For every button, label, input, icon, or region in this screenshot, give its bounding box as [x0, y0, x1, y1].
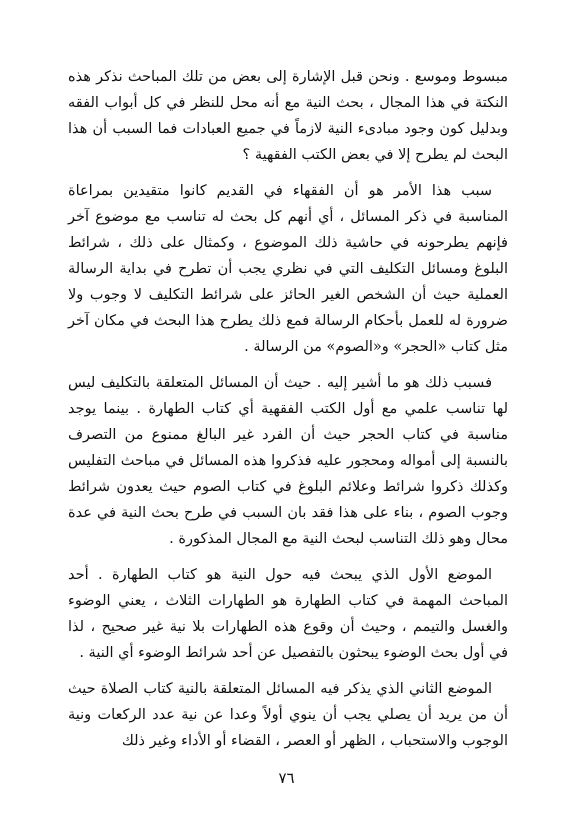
paragraph-3: فسبب ذلك هو ما أشير إليه . حيث أن المسائل المتعلقة بالتكليف ليس لها تناسب علمي مع أول الكتب الفقهية أي كتاب الطهارة . بينما يوجد مناسبة في كتاب الحجر حيث أن الفرد غير البالغ ممنوع من التصرف بالنسبة إلى أمواله ومحجور عليه فذكروا هذه المسائل في مباحث التفليس وكذلك ذكروا شرائط وعلائم البلوغ في كتاب الصوم حيث يعدون شرائط وجوب الصوم ، بناء على هذا فقد بان السبب في طرح بحث النية في عدة محال وهو ذلك التناسب لبحث النية مع المجال المذكورة . [68, 375, 508, 547]
body-text [68, 64, 508, 764]
paragraph-4: الموضع الأول الذي يبحث فيه حول النية هو كتاب الطهارة . أحد المباحث المهمة في كتاب الطهارة هو الطهارات الثلاث ، يعني الوضوء والغسل والتيمم ، وحيث أن وقوع هذه الطهارات بلا نية غير صحيح ، لذا في أول بحث الوضوء يبحثون بالتفصيل عن أحد شرائط الوضوء أي النية . [68, 567, 508, 661]
paragraph-5: الموضع الثاني الذي يذكر فيه المسائل المتعلقة بالنية كتاب الصلاة حيث أن من يريد أن يصلي يجب أن ينوي أولاً وعدا عن نية عدد الركعات ونية الوجوب والاستحباب ، الظهر أو العصر ، القضاء أو الأداء وغير ذلك [68, 681, 508, 749]
paragraph-1: مبسوط وموسع . ونحن قبل الإشارة إلى بعض من تلك المباحث نذكر هذه النكتة في هذا المجال ، بحث النية مع أنه محل للنظر في كل أبواب الفقه وبدليل كون وجود مبادىء النية لازماً في جميع العبادات فما السبب أن هذا البحث لم يطرح إلا في بعض الكتب الفقهية ؟ [68, 69, 508, 163]
page-number: ٧٦ [278, 769, 295, 787]
paragraph-2: سبب هذا الأمر هو أن الفقهاء في القديم كانوا متقيدين بمراعاة المناسبة في ذكر المسائل ، أي أنهم كل بحث له تناسب مع موضوع آخر فإنهم يطرحونه في حاشية ذلك الموضوع ، وكمثال على ذلك ، شرائط البلوغ ومسائل التكليف التي في نظري يجب أن تطرح في بداية الرسالة العملية حيث أن الشخص الغير الحائز على شرائط التكليف لا وجوب ولا ضرورة له للعمل بأحكام الرسالة فمع ذلك يطرح هذا البحث في مكان آخر مثل كتاب «الحجر» و«الصوم» من الرسالة . [68, 183, 508, 355]
